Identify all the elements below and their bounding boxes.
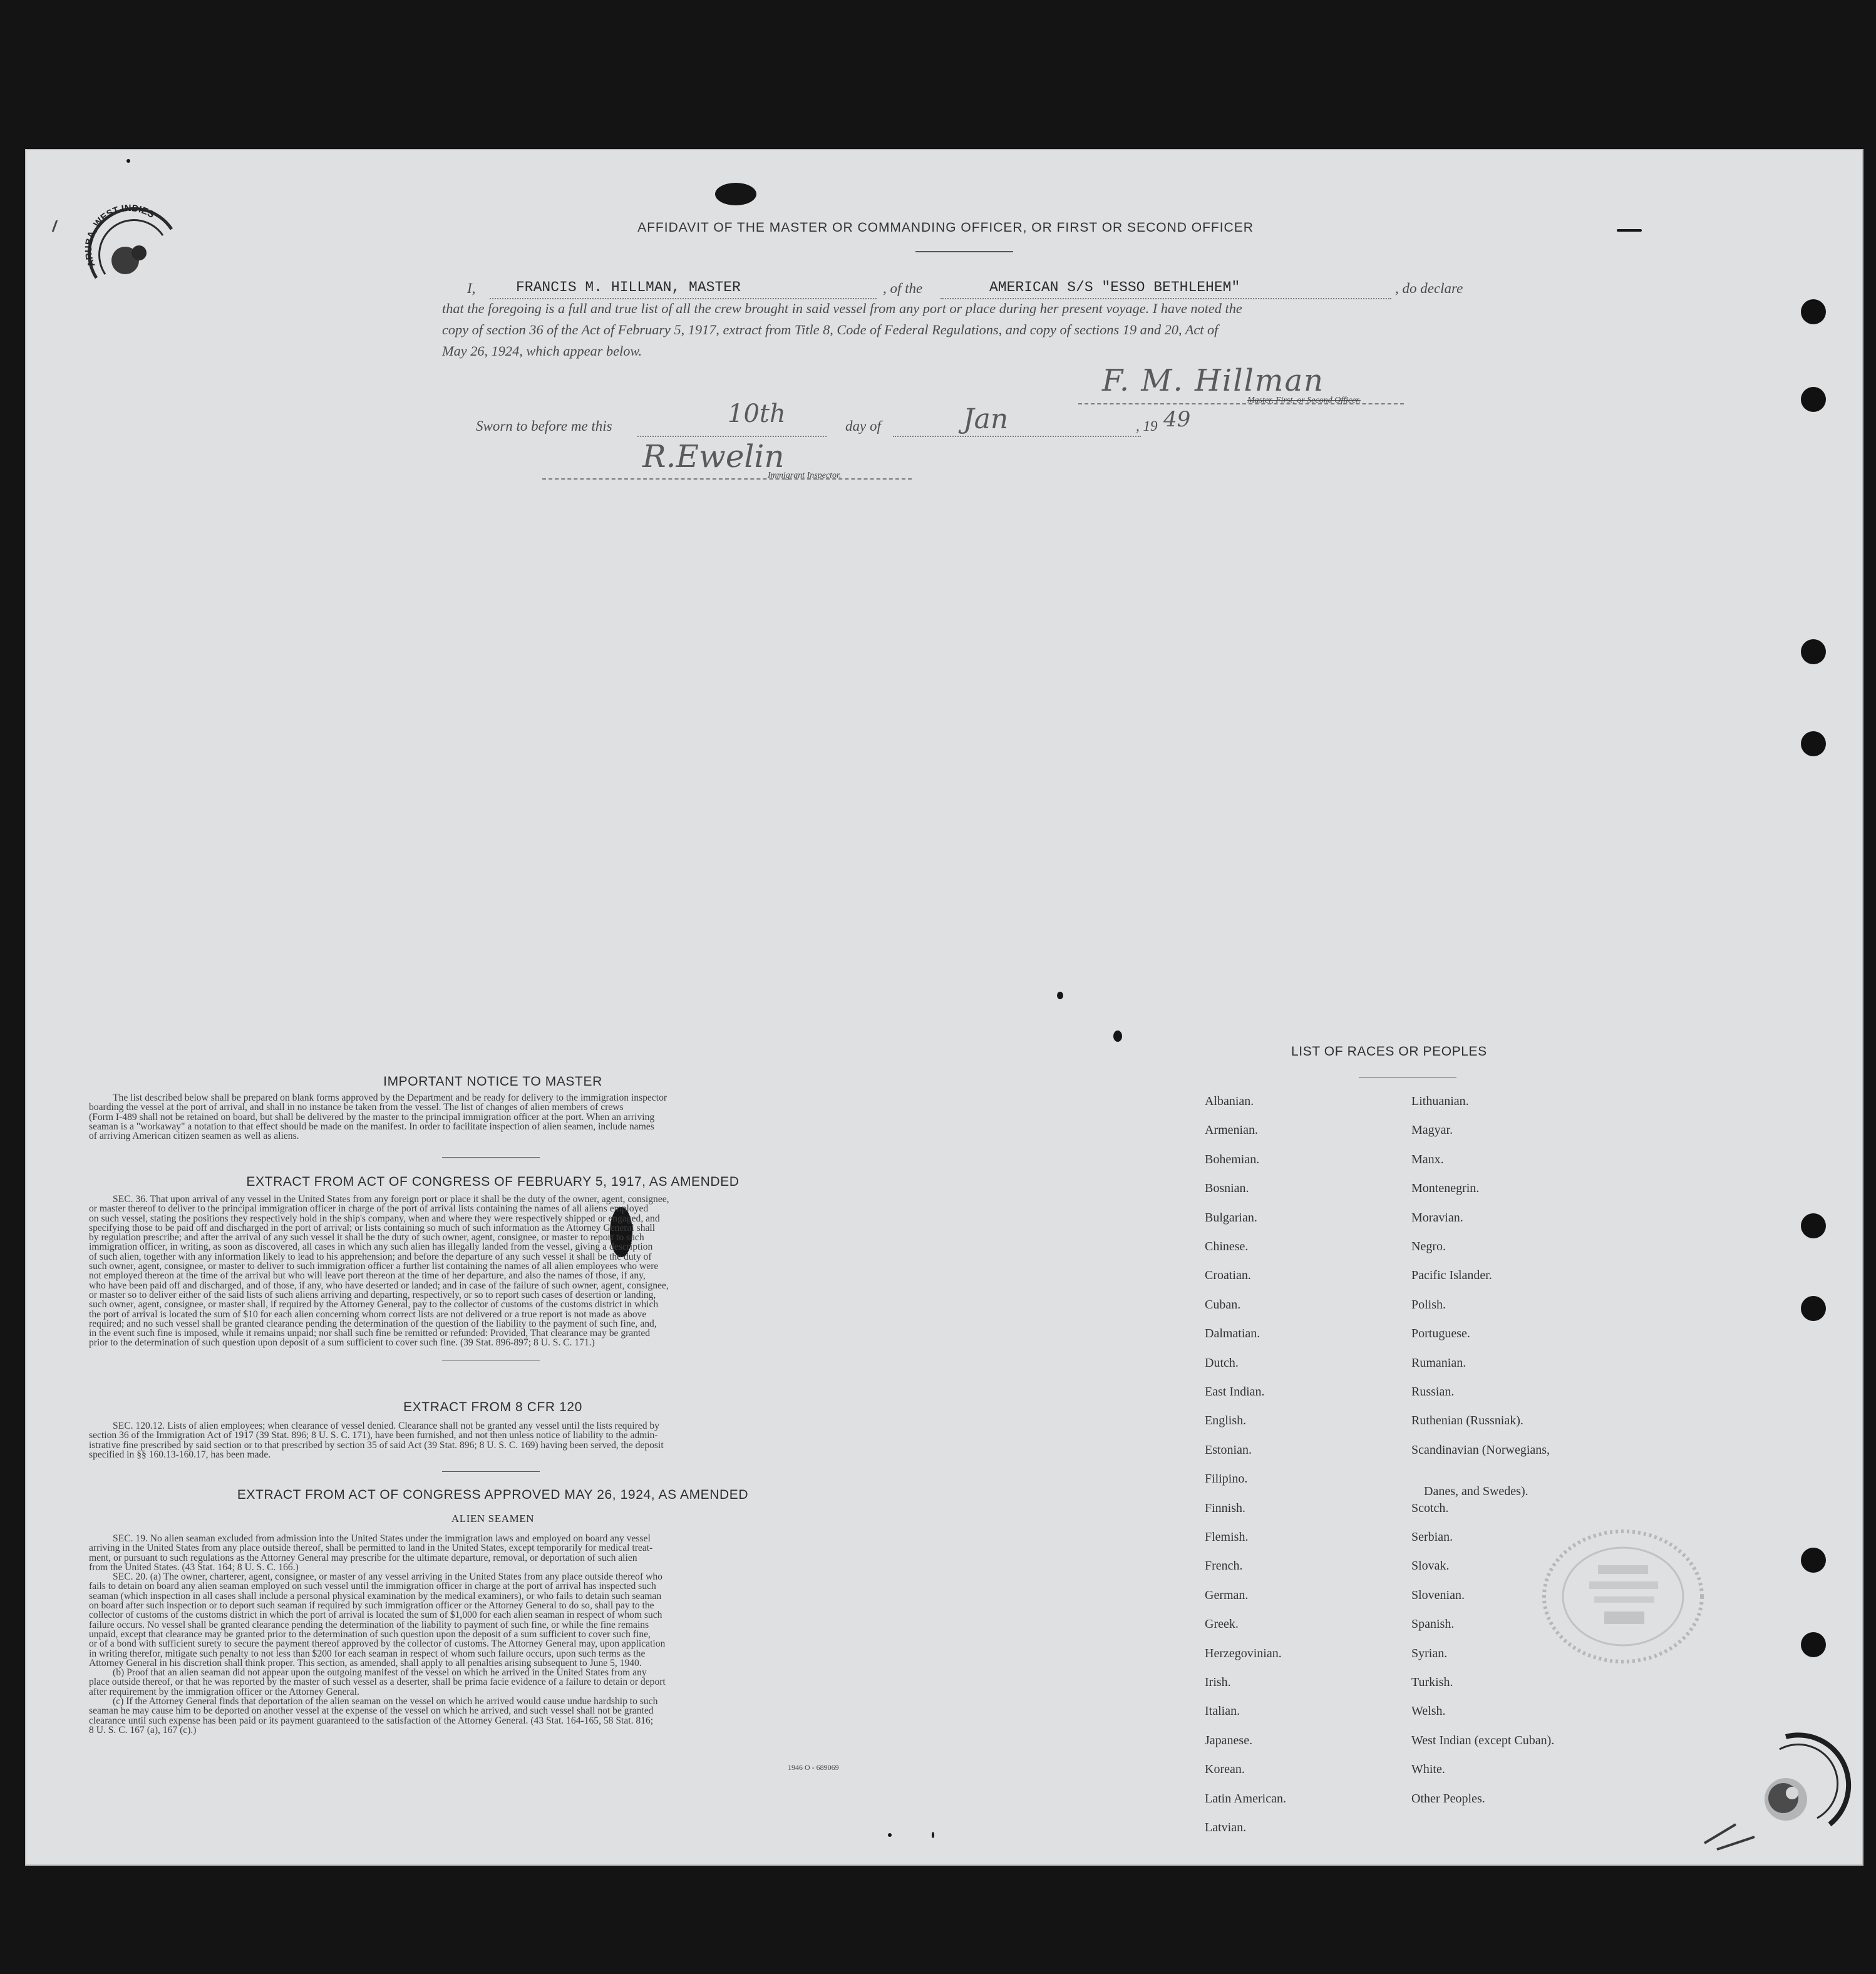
bottom-port-stamp — [1692, 1730, 1855, 1856]
race-item: Armenian. — [1205, 1123, 1258, 1138]
ink-speck — [126, 159, 130, 163]
race-item: German. — [1205, 1588, 1249, 1602]
act-1924-line: seaman (which inspection in all cases shall include a personal physical examination by the medical examiners), or who fails to detain such seaman — [89, 1590, 662, 1601]
affidavit-title: AFFIDAVIT OF THE MASTER OR COMMANDING OFFICER, OR FIRST OR SECOND OFFICER — [637, 220, 1254, 235]
inspector-caption: Immigrant Inspector. — [768, 471, 842, 480]
act-1917-text — [89, 1195, 897, 1348]
act-1924-line: 8 U. S. C. 167 (a), 167 (c).) — [89, 1724, 197, 1735]
race-item: Dutch. — [1205, 1355, 1239, 1370]
binder-hole — [1801, 1548, 1826, 1573]
race-item: Finnish. — [1205, 1501, 1246, 1515]
notice-line: of arriving American citizen seamen as well as aliens. — [89, 1131, 299, 1142]
race-item: Ruthenian (Russniak). — [1411, 1414, 1523, 1428]
declarant-name: FRANCIS M. HILLMAN, MASTER — [516, 279, 743, 296]
act-1917-line: prior to the determination of such question upon deposit of a sum sufficient to cover such fine. (39 Stat. 896-897; 8 U. S. C. 171.) — [89, 1337, 595, 1349]
races-title: LIST OF RACES OR PEOPLES — [1291, 1044, 1487, 1059]
receiving-date-stamp — [1529, 1521, 1717, 1672]
act-1924-line: SEC. 19. No alien seaman excluded from admission into the United States under the immigration laws and employed on board any vessel — [113, 1533, 651, 1544]
notice-text — [89, 1093, 897, 1141]
act-1917-line: such owner, agent, consignee, or master shall, if required by the Attorney General, pay to the collector of customs of the customs district in which — [89, 1299, 659, 1310]
act-1917-line: SEC. 36. That upon arrival of any vessel in the United States from any foreign port or place it shall be the duty of the owner, agent, consignee, — [113, 1194, 669, 1205]
act-1917-line: not employed thereon at the time of the arrival but who will leave port thereon at the time of her departure, and also the names of those, if any, — [89, 1270, 646, 1282]
race-item: Montenegrin. — [1411, 1181, 1480, 1196]
race-item: Syrian. — [1411, 1646, 1448, 1660]
binder-hole — [1801, 1296, 1826, 1321]
race-item: Japanese. — [1205, 1733, 1253, 1747]
race-item: Manx. — [1411, 1152, 1444, 1166]
master-signature: F. M. Hillman — [1102, 363, 1324, 398]
race-item: Scotch. — [1411, 1501, 1449, 1515]
title-underline — [915, 251, 1013, 252]
declarant-prefix: I, — [467, 280, 476, 296]
race-item: Dalmatian. — [1205, 1327, 1260, 1341]
port-entry-stamp — [78, 195, 184, 302]
act-1924-line: arriving in the United States from any place outside thereof, shall be permitted to land in the United States, except temporarily for medical treat- — [89, 1543, 653, 1554]
act-1924-line: on board after such inspection or to deport such seaman if required by such immigration officer or the Attorney General to do so, shall pay to the — [89, 1600, 654, 1612]
race-item: Bulgarian. — [1205, 1210, 1257, 1225]
race-item: Negro. — [1411, 1240, 1446, 1253]
act-1917-line: or master so to deliver either of the said lists of such aliens arriving and departing, respectively, or so to report such cases of desertion or landing, — [89, 1289, 656, 1300]
ink-speck — [888, 1833, 892, 1837]
act-1924-line: place outside thereof, or that he was reported by the master of such vessel as a deserter, shall be prima facie evidence of a failure to detain or deport — [89, 1677, 666, 1688]
notice-line: seaman is a "workaway" a notation to that effect should be made on the manifest. In order to facilitate inspection of alien seamen, include names — [89, 1121, 654, 1132]
act-1924-line: Attorney General in his discretion shall think proper. This section, as amended, shall apply to all penalties arising subsequent to June 5, 1940. — [89, 1657, 642, 1668]
ink-speck — [1113, 1031, 1122, 1042]
act-1924-line: or of a bond with sufficient surety to secure the payment thereof approved by the collector of customs. The Attorney General may, upon application — [89, 1638, 666, 1650]
act-1917-line: such owner, agent, consignee, or master to deliver to such immigration officer a further list containing the names of all alien employees who were — [89, 1261, 659, 1272]
race-item: Moravian. — [1411, 1210, 1463, 1225]
act-1924-line: clearance until such expense has been paid or its payment guaranteed to the satisfaction of the Attorney General. (43 Stat. 164-165, 58 Stat. 816; — [89, 1715, 654, 1726]
race-item: Latin American. — [1205, 1791, 1286, 1806]
act-1917-title: EXTRACT FROM ACT OF CONGRESS OF FEBRUARY 5, 1917, AS AMENDED — [246, 1175, 740, 1189]
of-the-label: , of the — [883, 280, 923, 296]
race-item: French. — [1205, 1559, 1243, 1573]
race-item: Filipino. — [1205, 1472, 1248, 1486]
document-page — [25, 149, 1863, 1866]
race-item: Russian. — [1411, 1385, 1455, 1399]
race-item: Albanian. — [1205, 1094, 1254, 1108]
race-item: Croatian. — [1205, 1268, 1251, 1283]
sworn-prefix: Sworn to before me this — [476, 418, 612, 434]
act-1924-line: from the United States. (43 Stat. 164; 8 U. S. C. 166.) — [89, 1561, 299, 1573]
race-item: Italian. — [1205, 1704, 1240, 1719]
sworn-month: Jan — [963, 403, 1009, 435]
act-1924-line: seaman he may cause him to be deported on another vessel at the expense of the vessel on which he arrived, and such vessel shall not be granted — [89, 1705, 654, 1717]
act-1924-line: (b) Proof that an alien seaman did not appear upon the outgoing manifest of the vessel on which he arrived in the United States from any — [113, 1667, 647, 1678]
act-1917-line: in the event such fine is imposed, while it remains unpaid; nor shall such fine be remitted or refunded: Provided, That clearance may be granted — [89, 1328, 651, 1339]
act-1917-line: by regulation prescribe; and after the arrival of any such vessel it shall be the duty of such owner, agent, consignee, or master to report to such — [89, 1232, 644, 1243]
act-1917-line: of such alien, together with any information likely to lead to his apprehension; and before the departure of any such vessel it shall be the duty of — [89, 1251, 652, 1262]
binder-hole — [1801, 639, 1826, 664]
section-separator — [442, 1157, 540, 1158]
sworn-day: 10th — [728, 399, 786, 428]
cfr-line: SEC. 120.12. Lists of alien employees; when clearance of vessel denied. Clearance shall not be granted any vessel until the lists required by — [113, 1421, 659, 1431]
binder-hole — [1801, 1213, 1826, 1238]
race-item: Polish. — [1411, 1297, 1446, 1312]
race-item: East Indian. — [1205, 1385, 1265, 1399]
race-item: Bohemian. — [1205, 1152, 1260, 1166]
race-item: Welsh. — [1411, 1704, 1446, 1719]
act-1924-line: failure occurs. No vessel shall be granted clearance pending the determination of the liability to payment of such fine, or while the fine remains — [89, 1619, 649, 1630]
act-1917-line: or master thereof to deliver to the principal immigration officer in charge of the port of arrival lists containing the names of all aliens employed — [89, 1203, 649, 1215]
sworn-month-line — [893, 421, 1141, 437]
ink-blot — [715, 183, 756, 205]
cfr-title: EXTRACT FROM 8 CFR 120 — [403, 1400, 582, 1414]
race-item: Irish. — [1205, 1675, 1231, 1689]
act-1924-line: collector of customs of the customs district in which the port of arrival is located the sum of $1,000 for each alien seaman in respect of whom such — [89, 1610, 662, 1621]
act-1917-line: the port of arrival is located the sum of $10 for each alien concerning whom correct lists are not delivered or a true report is not made as above — [89, 1308, 647, 1320]
cfr-line: specified in §§ 160.13-160.17, has been made. — [89, 1449, 271, 1460]
race-item: Rumanian. — [1411, 1355, 1466, 1370]
act-1924-line: in writing therefor, mitigate such penalty to not less than $200 for each seaman in respect of whom such failure occurs, upon such terms as the — [89, 1648, 646, 1659]
act-1924-line: after requirement by the immigration officer or the Attorney General. — [89, 1686, 359, 1697]
binder-hole — [1801, 387, 1826, 412]
binder-hole — [1801, 299, 1826, 324]
binder-hole — [1801, 1632, 1826, 1657]
race-item: Cuban. — [1205, 1297, 1241, 1312]
race-item: Danes, and Swedes). — [1424, 1484, 1528, 1499]
print-code: 1946 O - 689069 — [788, 1763, 839, 1772]
race-item: Korean. — [1205, 1762, 1245, 1777]
binder-hole — [1801, 731, 1826, 756]
do-declare-label: , do declare — [1395, 280, 1463, 296]
act-1917-line: specifying those to be paid off and discharged in the port of arrival; or lists containing so much of such information as the Attorney General shall — [89, 1222, 656, 1233]
day-of-label: day of — [845, 418, 881, 434]
race-item: Spanish. — [1411, 1617, 1455, 1632]
act-1917-line: who have been paid off and discharged, and of those, if any, who have deserted or landed; and in case of the failure of such owner, agent, consignee, — [89, 1280, 669, 1291]
ink-speck — [932, 1832, 934, 1838]
notice-line: The list described below shall be prepared on blank forms approved by the Department and be ready for delivery to the immigration inspector — [113, 1092, 667, 1103]
race-item: Portuguese. — [1411, 1327, 1470, 1341]
notice-line: boarding the vessel at the port of arrival, and shall in no instance be taken from the vessel. The list of changes of alien members of crews — [89, 1102, 624, 1113]
act-1924-subtitle: ALIEN SEAMEN — [451, 1513, 535, 1524]
race-item: Bosnian. — [1205, 1181, 1249, 1196]
race-item: Flemish. — [1205, 1530, 1249, 1544]
race-item: West Indian (except Cuban). — [1411, 1733, 1555, 1747]
act-1917-line: on such vessel, stating the positions they respectively hold in the ship's company, when and where they were respectively shipped or engaged, and — [89, 1213, 660, 1224]
race-item: Turkish. — [1411, 1675, 1453, 1689]
race-item: Magyar. — [1411, 1123, 1453, 1138]
act-1924-line: fails to detain on board any alien seaman employed on such vessel until the immigration officer in charge at the port of arrival has inspected such — [89, 1581, 656, 1592]
cfr-text — [89, 1421, 897, 1459]
act-1917-line: immigration officer, in writing, as soon as discovered, all cases in which any such alien has illegally landed from the vessel, giving a description — [89, 1241, 653, 1253]
inspector-line — [542, 463, 912, 480]
race-item: English. — [1205, 1414, 1247, 1428]
race-item: Scandinavian (Norwegians, — [1411, 1442, 1550, 1457]
signature-caption: Master, First, or Second Officer. — [1247, 396, 1361, 405]
act-1924-line: (c) If the Attorney General finds that deportation of the alien seaman on the vessel on which he arrived would cause undue hardship to such — [113, 1696, 658, 1707]
race-item: White. — [1411, 1762, 1445, 1777]
act-1924-title: EXTRACT FROM ACT OF CONGRESS APPROVED MAY 26, 1924, AS AMENDED — [237, 1488, 749, 1502]
ink-speck — [1057, 992, 1063, 999]
act-1924-line: SEC. 20. (a) The owner, charterer, agent, consignee, or master of any vessel arriving in the United States from any place outside thereof who — [113, 1571, 662, 1583]
inspector-signature: R.Ewelin — [642, 438, 785, 475]
race-item: Slovak. — [1411, 1559, 1450, 1573]
race-item: Latvian. — [1205, 1821, 1247, 1834]
stamp-text: ARUBA, WEST INDIES — [83, 203, 157, 269]
cfr-line: istrative fine prescribed by said section or to that prescribed by section 35 of said Act (39 Stat. 896; 8 U. S. C. 169) having been served, the deposit — [89, 1439, 664, 1451]
vessel-name: AMERICAN S/S "ESSO BETHLEHEM" — [987, 279, 1242, 296]
notice-title: IMPORTANT NOTICE TO MASTER — [383, 1074, 602, 1089]
race-item: Greek. — [1205, 1617, 1239, 1632]
race-item: Estonian. — [1205, 1442, 1252, 1457]
act-1924-line: unpaid, except that clearance may be granted prior to the determination of such question upon the deposit of a sum sufficient to cover such fine, — [89, 1628, 651, 1640]
race-item: Herzegovinian. — [1205, 1646, 1282, 1660]
race-item: Serbian. — [1411, 1530, 1453, 1544]
notice-line: (Form I-489 shall not be retained on board, but shall be delivered by the master to the principal immigration officer at the port. When an arriving — [89, 1111, 655, 1123]
section-separator — [442, 1471, 540, 1472]
affidavit-body-line: copy of section 36 of the Act of February 5, 1917, extract from Title 8, Code of Federal Regulations, and copy of sections 19 and 20, Act of — [442, 322, 1219, 337]
act-1924-text — [89, 1534, 897, 1735]
affidavit-body-line: that the foregoing is a full and true list of all the crew brought in said vessel from any port or place during her present voyage. I have noted the — [442, 301, 1242, 316]
race-item: Slovenian. — [1411, 1588, 1465, 1602]
race-item: Pacific Islander. — [1411, 1268, 1492, 1283]
act-1924-line: ment, or pursuant to such regulations as the Attorney General may prescribe for the ultimate departure, removal, or deportation of such alien — [89, 1552, 637, 1563]
year-prefix: , 19 — [1136, 418, 1158, 434]
act-1917-line: required; and no such vessel shall be granted clearance pending the determination of the question of the liability to the payment of such fine, and, — [89, 1318, 657, 1329]
race-item: Chinese. — [1205, 1240, 1249, 1253]
race-item: Lithuanian. — [1411, 1094, 1469, 1108]
cfr-line: section 36 of the Immigration Act of 1917 (39 Stat. 896; 8 U. S. C. 171), have been furnished, and not then unless notice of liability to the admin- — [89, 1430, 658, 1441]
sworn-year: 49 — [1163, 407, 1191, 432]
race-item: Other Peoples. — [1411, 1791, 1485, 1806]
affidavit-body-line: May 26, 1924, which appear below. — [442, 343, 642, 359]
